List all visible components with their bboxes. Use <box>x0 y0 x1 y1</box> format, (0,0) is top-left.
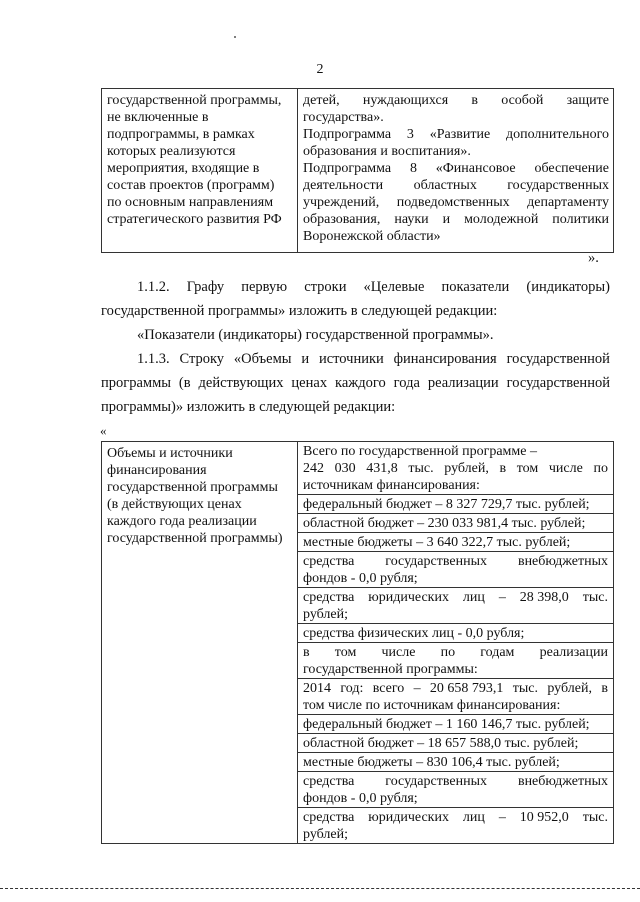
table1-right-cell <box>298 89 614 253</box>
table1-left-line: не включенные в <box>107 110 209 125</box>
word: первую <box>241 279 288 295</box>
financing-label-line: каждого года реализации <box>107 514 257 529</box>
word: том <box>334 645 357 660</box>
financing-line <box>303 460 608 477</box>
table1-right-line <box>303 160 609 177</box>
word: детей, <box>303 93 340 108</box>
table1-left-line: мероприятия, входящие в <box>107 161 260 176</box>
word: обеспечение <box>534 161 609 176</box>
word: образования, <box>303 212 381 227</box>
word: 242 <box>303 461 324 476</box>
word: числе <box>548 461 583 476</box>
financing-line <box>303 680 608 697</box>
financing-line <box>303 496 608 513</box>
word: департаменту <box>527 195 609 210</box>
financing-line-group <box>298 552 613 588</box>
word: «Целевые <box>363 279 425 295</box>
paragraph-1-1-3-line-3: программы)» изложить в следующей редакции: <box>101 399 396 415</box>
word: (индикаторы) <box>526 279 610 295</box>
word: рублей; <box>303 827 348 842</box>
paragraph-indicators-quote: «Показатели (индикаторы) государственной программы». <box>137 327 494 343</box>
word: областной бюджет – 230 033 981,4 тыс. рублей; <box>303 516 586 531</box>
word: Подпрограмма <box>303 161 392 176</box>
word: рублей, <box>444 461 489 476</box>
financing-line <box>303 826 608 843</box>
word: строки <box>304 279 347 295</box>
financing-label-line: государственной программы) <box>107 531 283 546</box>
word: 2014 <box>303 681 331 696</box>
word: 28 398,0 <box>519 590 569 605</box>
paragraph-1-1-2-line-1 <box>137 278 610 296</box>
word: государственных <box>385 774 487 789</box>
financing-line <box>303 570 608 587</box>
financing-line <box>303 735 608 752</box>
word: тыс. <box>582 810 608 825</box>
word: Строку <box>179 351 225 367</box>
word: в <box>601 681 608 696</box>
table1-right-line <box>303 126 609 143</box>
paragraph-1-1-3-line-1 <box>137 350 610 368</box>
financing-line-group <box>298 514 613 533</box>
word: ценах <box>291 375 328 391</box>
word: в <box>499 461 507 476</box>
financing-line-group <box>298 734 613 753</box>
table1-right-line <box>303 177 609 194</box>
table1-left-line: государственной программы, <box>107 93 282 108</box>
table1-left-cell <box>102 89 298 253</box>
financing-line <box>303 589 608 606</box>
table1-left-line: подпрограммы, в рамках <box>107 127 255 142</box>
word: государственной <box>506 375 610 391</box>
word: «Развитие <box>429 127 491 142</box>
financing-line <box>303 790 608 807</box>
word: тыс. <box>512 681 539 696</box>
scan-speck <box>234 36 236 38</box>
word: областной бюджет – 18 657 588,0 тыс. рублей; <box>303 736 579 751</box>
financing-line-group <box>298 495 613 514</box>
table1-right-line <box>303 143 609 160</box>
word: Воронежской области» <box>303 229 441 244</box>
financing-line <box>303 553 608 570</box>
word: 431,8 <box>366 461 398 476</box>
word: деятельности <box>303 178 384 193</box>
financing-line <box>303 534 608 551</box>
financing-line-group <box>298 643 613 679</box>
table1-right-line <box>303 194 609 211</box>
word: федеральный бюджет – 8 327 729,7 тыс. рублей; <box>303 497 590 512</box>
financing-line-group <box>298 679 613 715</box>
financing-label-line: Объемы и источники <box>107 446 233 461</box>
word: политики <box>552 212 609 227</box>
financing-line <box>303 716 608 733</box>
word: показатели <box>441 279 510 295</box>
word: 1.1.2. <box>137 279 170 295</box>
financing-line-group <box>298 588 613 624</box>
word: год: <box>340 681 364 696</box>
word: 20 658 793,1 <box>429 681 504 696</box>
table1-left-line: по основным направлениям <box>107 195 274 210</box>
paragraph-1-1-3-line-2 <box>101 374 610 392</box>
word: дополнительного <box>505 127 609 142</box>
word: и <box>301 351 310 367</box>
financing-label-line: (в действующих ценах <box>107 497 242 512</box>
word: источники <box>318 351 384 367</box>
word: всего <box>372 681 405 696</box>
word: фондов - 0,0 рубля; <box>303 571 418 586</box>
financing-line-group <box>298 442 613 495</box>
word: в <box>471 93 479 108</box>
financing-label-line: финансирования <box>107 463 207 478</box>
word: средства <box>303 590 355 605</box>
word: Подпрограмма <box>303 127 392 142</box>
word: в <box>303 645 310 660</box>
word: программы <box>101 375 171 391</box>
financing-label-line: государственной программы <box>107 480 278 495</box>
financing-line <box>303 443 608 460</box>
closing-quote: ». <box>588 250 599 266</box>
word: юридических <box>368 590 449 605</box>
word: тыс. <box>582 590 608 605</box>
word: – <box>498 590 506 605</box>
word: 10 952,0 <box>519 810 569 825</box>
word: 030 <box>334 461 356 476</box>
word: рублей; <box>303 607 348 622</box>
word: особой <box>501 93 544 108</box>
word: года <box>393 375 420 391</box>
word: подведомственных <box>396 195 510 210</box>
financing-values-cell <box>298 442 614 844</box>
table1-right-line <box>303 92 609 109</box>
word: «Объемы <box>233 351 292 367</box>
table1-right-line <box>303 109 609 126</box>
word: 8 <box>409 161 417 176</box>
paragraph-1-1-2-line-2: государственной программы» изложить в следующей редакции: <box>101 303 498 319</box>
financing-line <box>303 477 608 494</box>
word: фондов - 0,0 рубля; <box>303 791 418 806</box>
table1-left-line: стратегического развития РФ <box>107 212 282 227</box>
word: по <box>440 645 456 660</box>
word: государственных <box>507 178 609 193</box>
financing-line-group <box>298 533 613 552</box>
word: местные бюджеты – 830 106,4 тыс. рублей; <box>303 755 560 770</box>
word: молодежной <box>464 212 539 227</box>
word: (в <box>178 375 191 391</box>
word: государственной <box>506 351 610 367</box>
word: учреждений, <box>303 195 380 210</box>
page-number: 2 <box>316 62 324 77</box>
word: числе <box>381 645 416 660</box>
word: средства <box>303 810 355 825</box>
financing-label-cell <box>102 442 298 844</box>
financing-line-group <box>298 624 613 643</box>
word: каждого <box>335 375 386 391</box>
word: по <box>593 461 608 476</box>
financing-line <box>303 697 608 714</box>
word: Графу <box>186 279 225 295</box>
word: 1.1.3. <box>137 351 170 367</box>
financing-line <box>303 809 608 826</box>
word: тыс. <box>408 461 434 476</box>
word: внебюджетных <box>517 554 608 569</box>
word: местные бюджеты – 3 640 322,7 тыс. рублей; <box>303 535 571 550</box>
word: лиц <box>462 810 485 825</box>
word: действующих <box>198 375 284 391</box>
word: лиц <box>462 590 485 605</box>
word: реализации <box>427 375 499 391</box>
word: том числе по источникам финансирования: <box>303 698 561 713</box>
table1-right-line <box>303 228 609 245</box>
word: науки <box>394 212 429 227</box>
word: нуждающихся <box>362 93 449 108</box>
financing-line-group <box>298 808 613 843</box>
word: средства <box>303 554 355 569</box>
word: средства физических лиц - 0,0 рубля; <box>303 626 525 641</box>
financing-line <box>303 606 608 623</box>
programs-table-continued <box>101 88 614 253</box>
word: защите <box>566 93 609 108</box>
word: средства <box>303 774 355 789</box>
opening-quote: « <box>100 423 107 438</box>
word: годам <box>480 645 515 660</box>
word: – <box>498 810 506 825</box>
word: – <box>413 681 421 696</box>
financing-line-group <box>298 753 613 772</box>
word: государственной программы: <box>303 662 478 677</box>
word: финансирования <box>393 351 497 367</box>
financing-line <box>303 515 608 532</box>
word: «Финансовое <box>435 161 516 176</box>
word: 3 <box>406 127 414 142</box>
word: государственных <box>385 554 487 569</box>
table1-right-line <box>303 211 609 228</box>
financing-line <box>303 625 608 642</box>
word: юридических <box>368 810 449 825</box>
financing-line <box>303 661 608 678</box>
word: областных <box>413 178 477 193</box>
word: Всего по государственной программе – <box>303 444 537 459</box>
word: образования и воспитания». <box>303 144 471 159</box>
financing-line-group <box>298 715 613 734</box>
word: и <box>442 212 451 227</box>
word: государства». <box>303 110 384 125</box>
financing-line <box>303 773 608 790</box>
word: рублей, <box>547 681 592 696</box>
word: источникам финансирования: <box>303 478 480 493</box>
financing-table <box>101 441 614 844</box>
table1-left-line: состав проектов (программ) <box>107 178 275 193</box>
word: том <box>516 461 539 476</box>
footer-rule <box>0 888 640 889</box>
financing-line-group <box>298 772 613 808</box>
word: реализации <box>539 645 608 660</box>
financing-line <box>303 754 608 771</box>
word: внебюджетных <box>517 774 608 789</box>
financing-line <box>303 644 608 661</box>
word: федеральный бюджет – 1 160 146,7 тыс. рублей; <box>303 717 590 732</box>
table1-left-line: которых реализуются <box>107 144 236 159</box>
